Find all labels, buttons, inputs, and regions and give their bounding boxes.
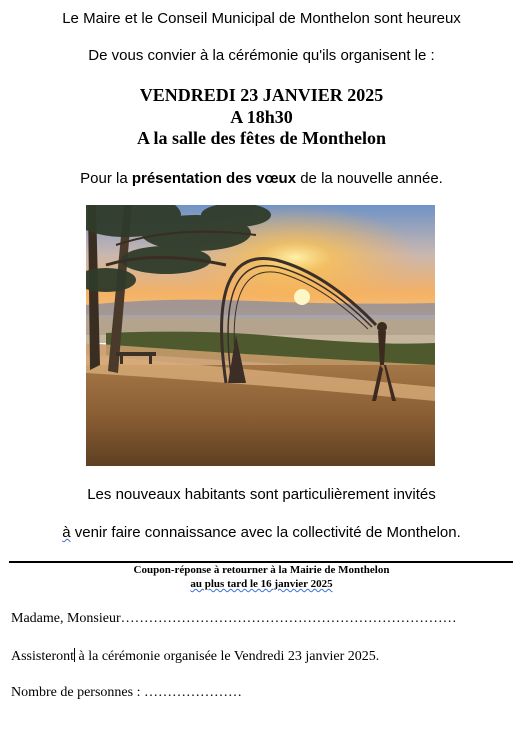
photo-illustration <box>86 205 435 466</box>
attendance-suffix: à la cérémonie organisée le Vendredi 23 janvier 2025. <box>75 649 380 664</box>
event-place: A la salle des fêtes de Monthelon <box>137 128 386 148</box>
coupon-title: Coupon-réponse à retourner à la Mairie de Monthelon <box>133 564 390 576</box>
event-purpose <box>0 170 523 187</box>
newcomers-line-1: Les nouveaux habitants sont particulièrement invités <box>87 486 436 503</box>
name-field[interactable]: Madame, Monsieur……………………………………………………………… <box>11 611 457 626</box>
event-time: A 18h30 <box>230 107 293 127</box>
purpose-highlight: présentation des vœux <box>131 170 297 187</box>
intro-line-1: Le Maire et le Conseil Municipal de Monthelon sont heureux <box>62 10 461 27</box>
purpose-suffix: de la nouvelle année. <box>296 170 443 187</box>
coupon-deadline <box>0 578 523 590</box>
attendance-prefix: Assisteront <box>11 649 74 664</box>
newcomers-line-2-text: venir faire connaissance avec la collectivité de Monthelon. <box>70 524 461 541</box>
coupon-separator <box>9 561 513 563</box>
purpose-prefix: Pour la <box>80 170 132 187</box>
sunset-arch-photo <box>86 205 435 466</box>
newcomers-line-2 <box>0 524 523 541</box>
attendance-field[interactable] <box>11 648 379 665</box>
intro-line-2: De vous convier à la cérémonie qu'ils organisent le : <box>88 47 435 64</box>
spellcheck-word: à <box>62 524 71 541</box>
event-date: VENDREDI 23 JANVIER 2025 <box>139 85 384 105</box>
people-count-field[interactable]: Nombre de personnes : ………………… <box>11 685 242 700</box>
coupon-deadline-text: au plus tard le 16 janvier 2025 <box>190 578 333 590</box>
